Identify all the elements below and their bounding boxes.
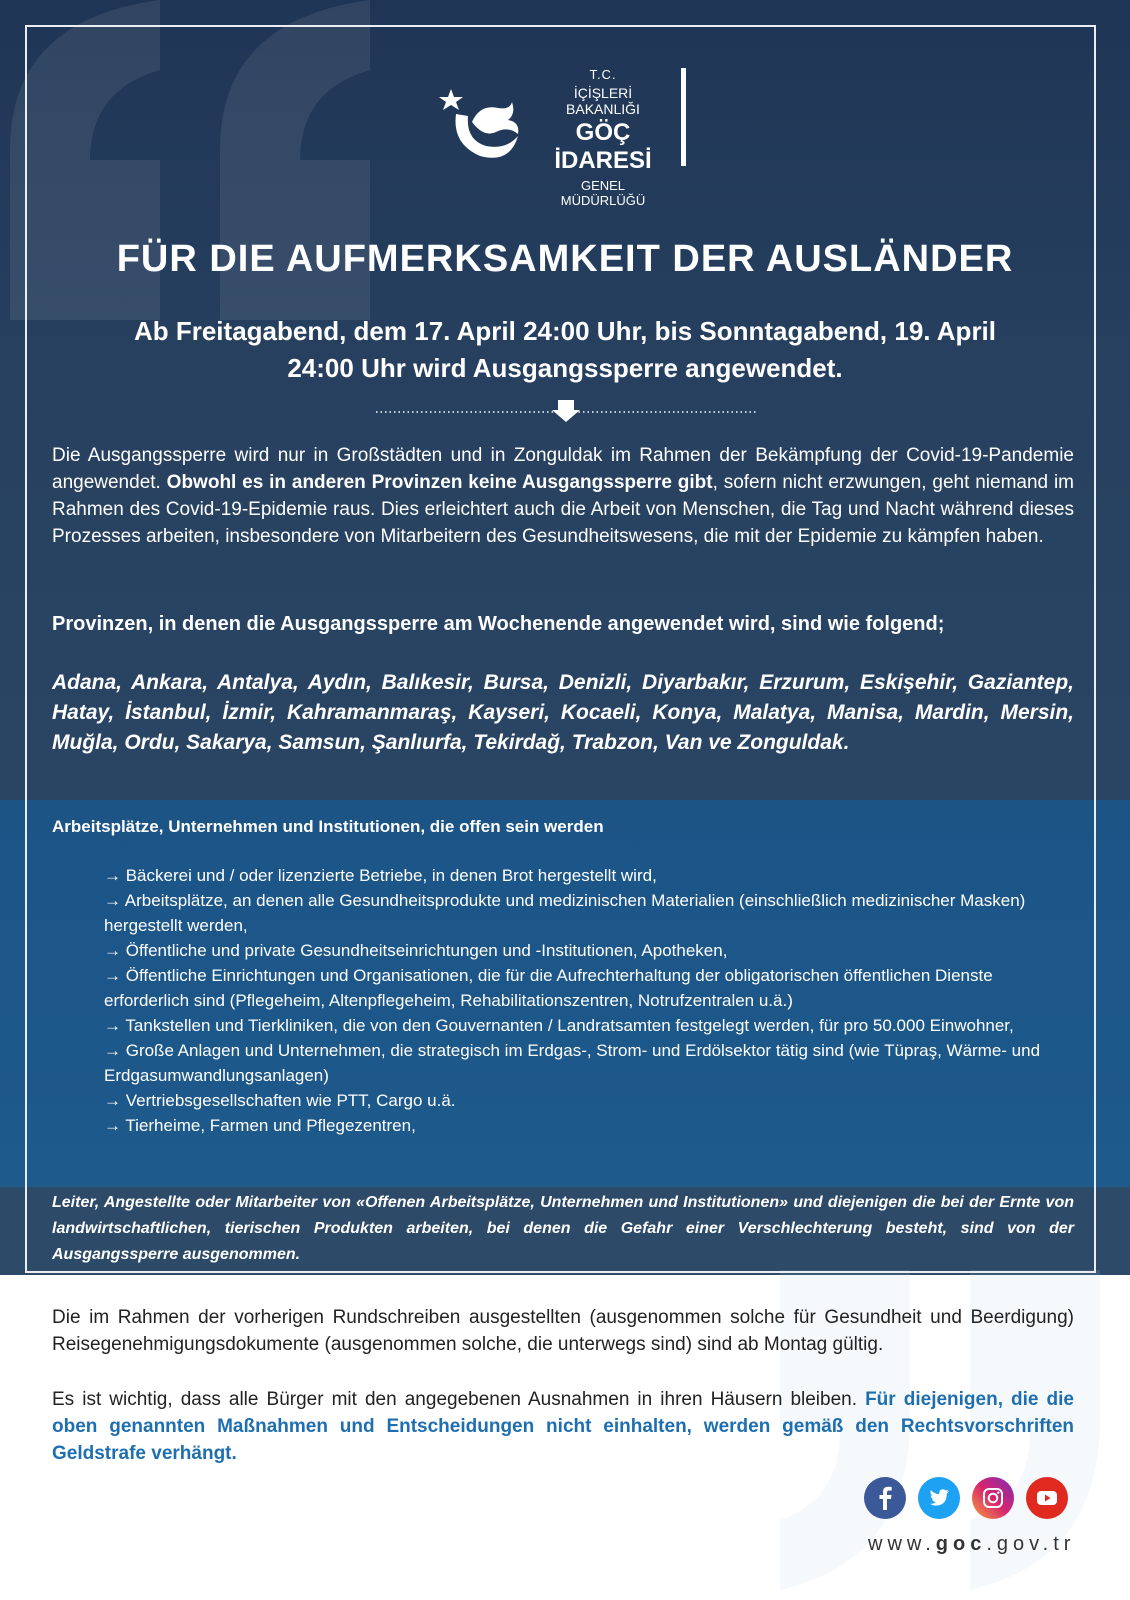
travel-permit-note: Die im Rahmen der vorherigen Rundschreiben ausgestellten (ausgenommen solche für Gesundheit und Beerdigung) Reisegenehmigungsdokumente (ausgenommen solche, die unterwegs sind) sind ab Montag gültig. [52,1307,1074,1355]
crescent-star-bird-icon [438,64,538,164]
open-institutions-list [104,863,1064,1138]
intro-paragraph [52,442,1074,550]
open-institutions-heading: Arbeitsplätze, Unternehmen und Institutionen, die offen sein werden [52,817,604,836]
subtitle-line-1: Ab Freitagabend, dem 17. April 24:00 Uhr, bis Sonntagabend, 19. April [133,316,997,346]
closing-text: Es ist wichtig, dass alle Bürger mit den angegebenen Ausnahmen in ihren Häusern bleiben. [52,1389,866,1410]
dotted-divider-arrow [376,398,756,422]
twitter-icon[interactable] [918,1477,960,1519]
provinces-list: Adana, Ankara, Antalya, Aydın, Balıkesir, Bursa, Denizli, Diyarbakır, Erzurum, Eskişehir, Gaziantep, Hatay, İstanbul, İzmir, Kahramanmaraş, Kayseri, Kocaeli, Konya, Malatya, Manisa, Mardin, Mersin, Muğla, Ordu, Sakarya, Samsun, Şanlıurfa, Tekirdağ, Trabzon, Van ve Zonguldak. [52,671,1074,754]
list-item: → Öffentliche Einrichtungen und Organisationen, die für die Aufrechterhaltung der obligatorischen öffentlichen Dienste erforderlich sind (Pflegeheim, Altenpflegeheim, Rehabilitationszentren, Notrufzentralen u.ä.) [104,966,993,1010]
logo-agency: GÖÇ İDARESİ [554,119,652,174]
logo-tc: T.C. [589,67,617,82]
provinces-heading: Provinzen, in denen die Ausgangssperre am Wochenende angewendet wird, sind wie folgend; [52,613,945,635]
intro-text-2: , sofern nicht erzwungen, geht niemand im Rahmen des Covid-19-Epidemie raus. Dies erleichtert auch die Arbeit von Menschen, die Tag und Nacht während dieses Prozesses arbeiten, insbesondere von Mitarbeitern des Gesundheitswesens, die mit der Epidemie zu kämpfen haben. [52,472,1075,547]
agency-logo [438,64,698,208]
closing-paragraph [52,1386,1074,1467]
url-prefix: www. [868,1533,936,1555]
logo-divider [681,68,686,166]
list-item: → Vertriebsgesellschaften wie PTT, Cargo u.ä. [104,1091,456,1110]
website-url[interactable] [868,1533,1076,1556]
list-item: → Bäckerei und / oder lizenzierte Betriebe, in denen Brot hergestellt wird, [104,866,657,885]
subtitle-line-2: 24:00 Uhr wird Ausgangssperre angewendet. [287,353,843,383]
logo-directorate: GENEL MÜDÜRLÜĞÜ [560,178,646,208]
page-title: FÜR DIE AUFMERKSAMKEIT DER AUSLÄNDER [116,238,1014,280]
list-item: → Tierheime, Farmen und Pflegezentren, [104,1116,416,1135]
instagram-icon[interactable] [972,1477,1014,1519]
exemption-note: Leiter, Angestellte oder Mitarbeiter von «Offenen Arbeitsplätze, Unternehmen und Institutionen» und diejenigen die bei der Ernte von landwirtschaftlichen, tierischen Produkten arbeiten, bei denen die Gefahr einer Verschlechterung besteht, sind von der Ausgangssperre ausgenommen. [52,1194,1074,1263]
list-item: → Arbeitsplätze, an denen alle Gesundheitsprodukte und medizinischen Materialien (einschließlich medizinischer Masken) hergestellt werden, [104,891,1026,935]
social-links [864,1477,1074,1521]
list-item: → Öffentliche und private Gesundheitseinrichtungen und -Institutionen, Apotheken, [104,941,728,960]
list-item: → Tankstellen und Tierkliniken, die von den Gouvernanten / Landratsamten festgelegt werden, für pro 50.000 Einwohner, [104,1016,1014,1035]
fine-warning-text: Für diejenigen, die die oben genannten Maßnahmen und Entscheidungen nicht einhalten, werden gemäß den Rechtsvorschriften Geldstrafe verhängt. [52,1389,1074,1464]
intro-bold-text: Obwohl es in anderen Provinzen keine Ausgangssperre gibt [166,472,713,493]
url-domain: goc [935,1533,987,1555]
page-subtitle [70,313,1060,387]
url-suffix: .gov.tr [986,1533,1076,1555]
intro-text-1: Die Ausgangssperre wird nur in Großstädten und in Zonguldak im Rahmen der Bekämpfung der Covid-19-Pandemie angewendet. [52,445,1074,493]
logo-ministry: İÇİŞLERİ BAKANLIĞI [566,85,640,117]
list-item: → Große Anlagen und Unternehmen, die strategisch im Erdgas-, Strom- und Erdölsektor tätig sind (wie Tüpraş, Wärme- und Erdgasumwandlungsanlagen) [104,1041,1041,1085]
youtube-icon[interactable] [1026,1477,1068,1519]
facebook-icon[interactable] [864,1477,906,1519]
